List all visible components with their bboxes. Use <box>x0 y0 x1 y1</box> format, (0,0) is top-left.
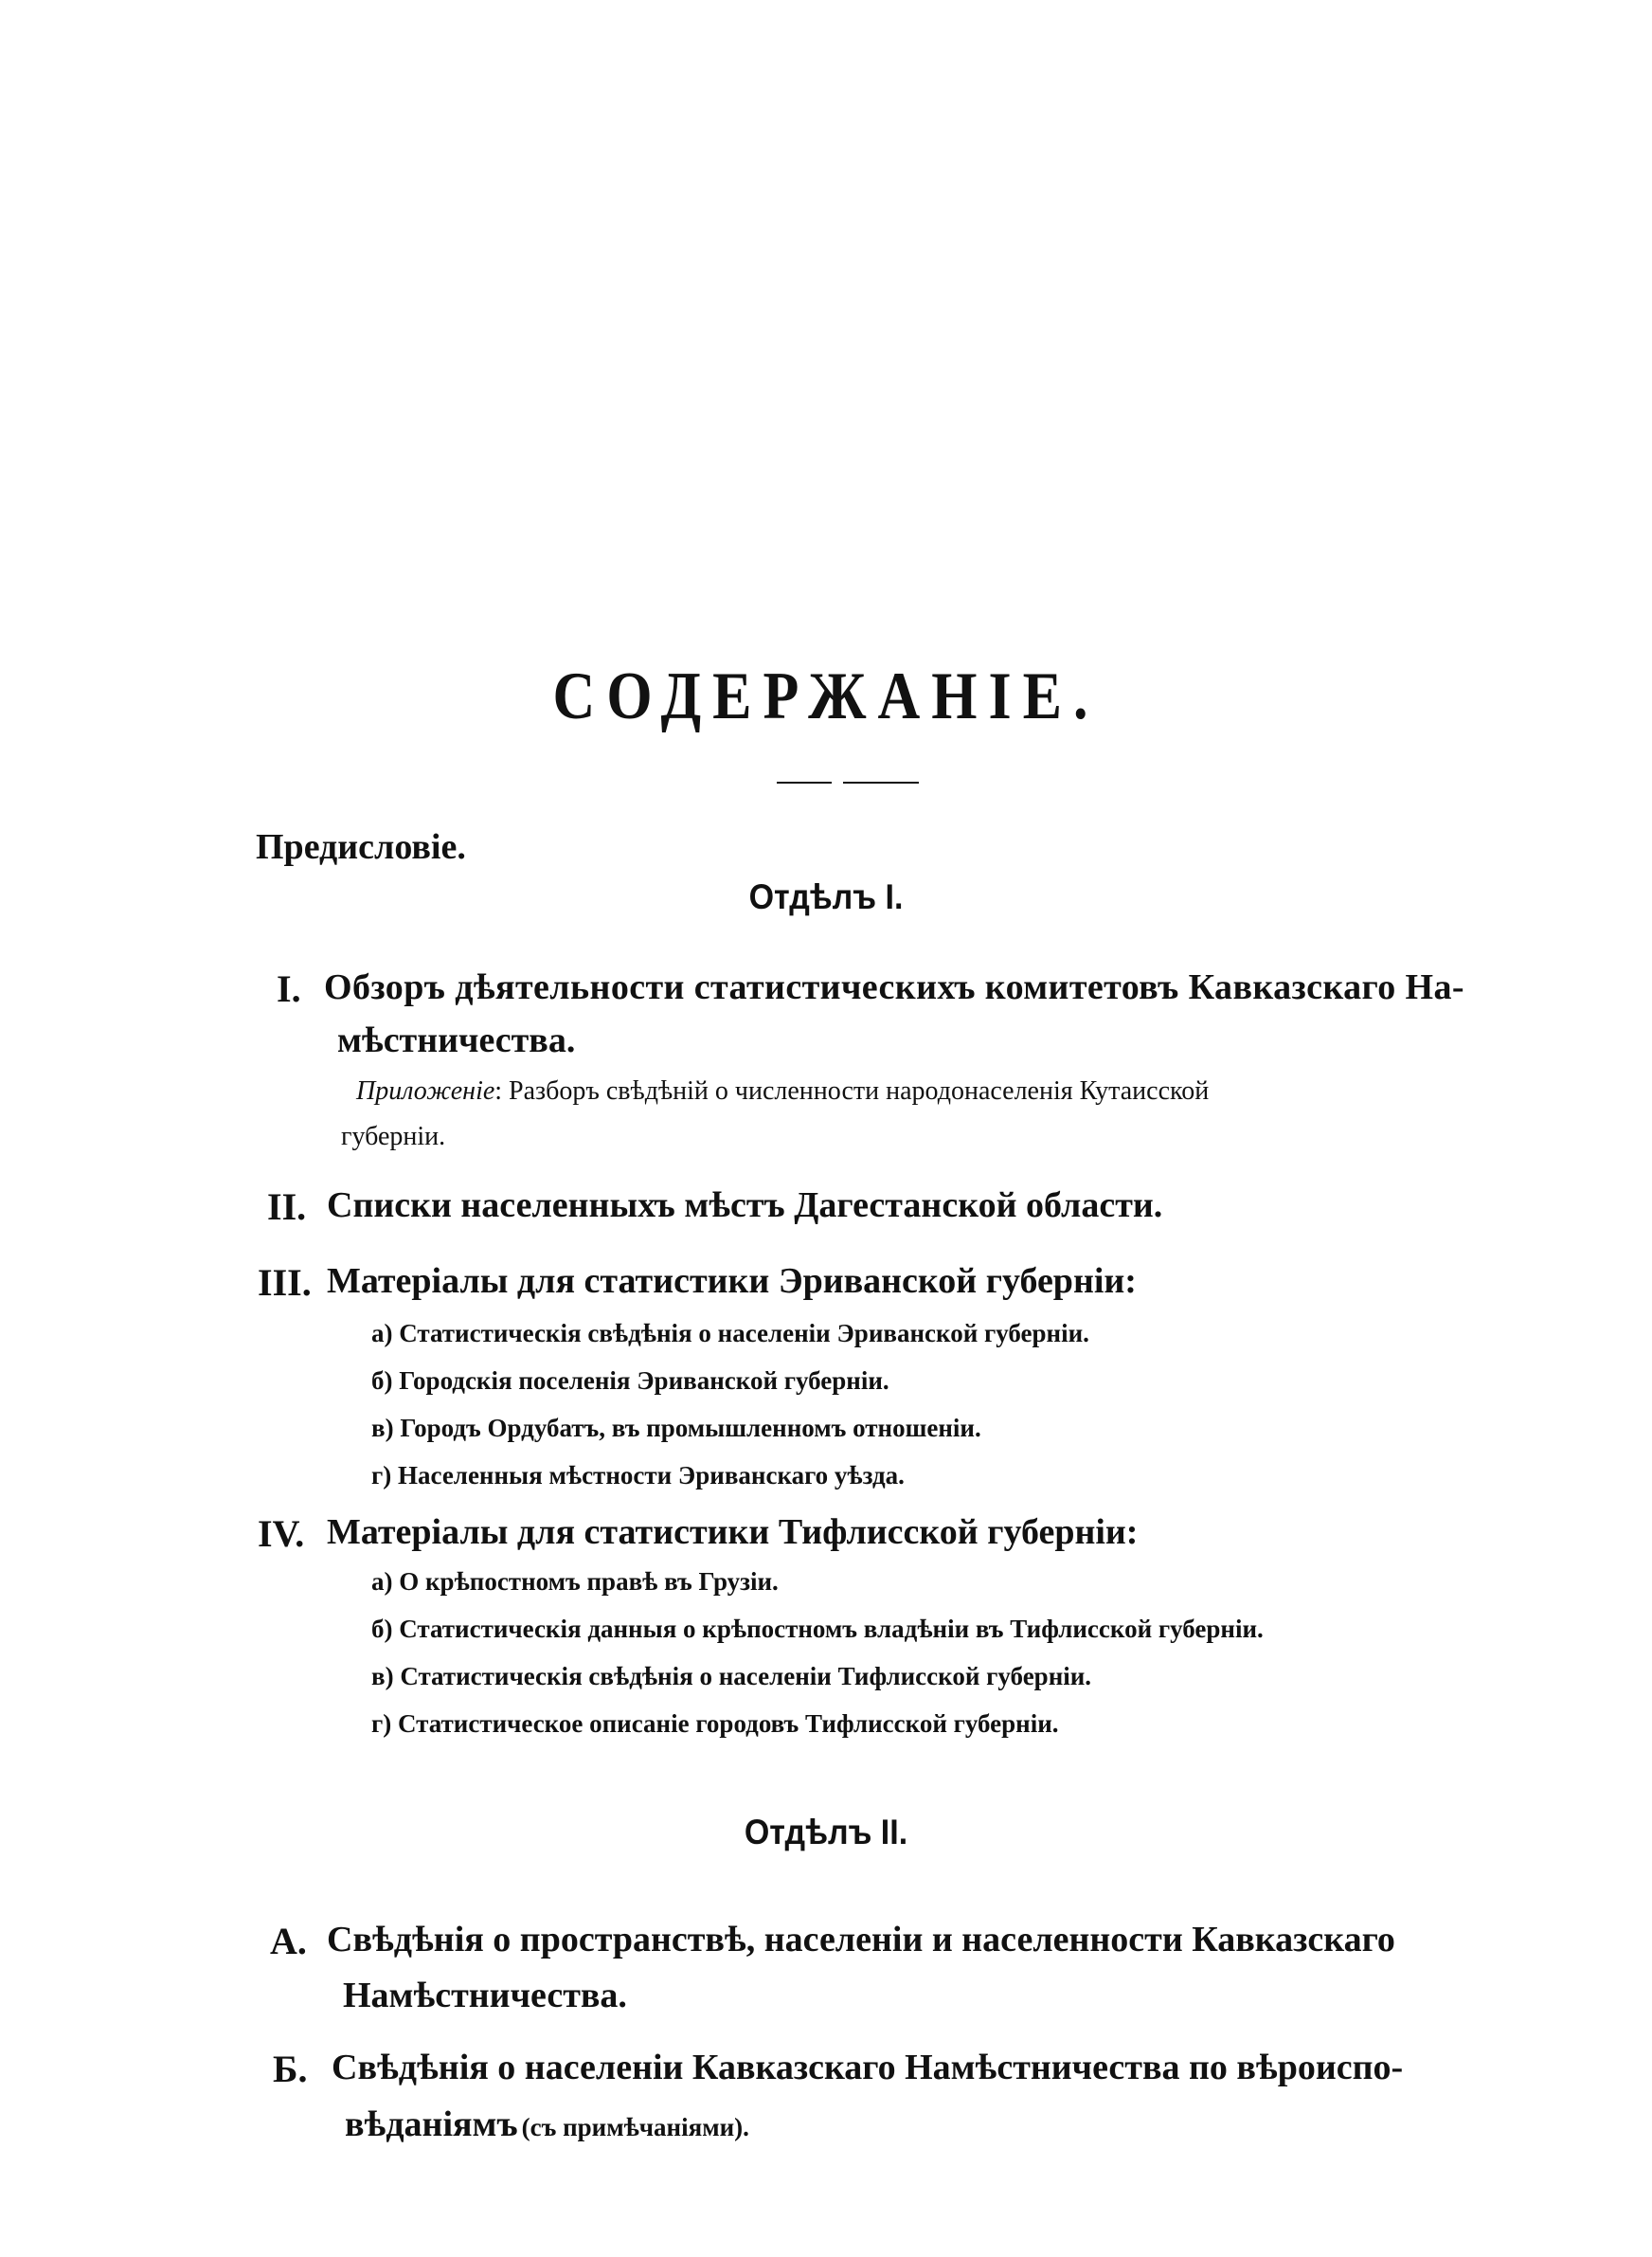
toc-item-title-cont: Намѣстничества. <box>343 1976 627 2015</box>
toc-subitem: г) Статистическое описанiе городовъ Тифлисской губернiи. <box>371 1709 1059 1738</box>
toc-item-number: I. <box>277 967 301 1010</box>
toc-subitem: в) Городъ Ордубатъ, въ промышленномъ отношенiи. <box>371 1414 981 1442</box>
toc-subitem: в) Статистическiя свѣдѣнiя о населенiи Тифлисской губернiи. <box>371 1662 1092 1690</box>
toc-item-number: III. <box>258 1261 312 1304</box>
toc-item-title-cont: мѣстничества. <box>337 1020 576 1060</box>
toc-item-number: Б. <box>273 2048 308 2090</box>
toc-appendix-cont: губернiи. <box>341 1122 446 1151</box>
toc-subitem: б) Статистическiя данныя о крѣпостномъ владѣнiи въ Тифлисской губернiи. <box>371 1615 1264 1643</box>
toc-subitem: а) Статистическiя свѣдѣнiя о населенiи Эриванской губернiи. <box>371 1319 1089 1347</box>
toc-item-title: Обзоръ дѣятельности статистическихъ комитетовъ Кавказскаго На- <box>324 967 1464 1007</box>
toc-appendix <box>356 1076 1209 1107</box>
toc-subitem: а) О крѣпостномъ правѣ въ Грузiи. <box>371 1567 779 1596</box>
toc-item-number: II. <box>267 1185 307 1228</box>
section-heading-part2: Отдѣлъ II. <box>744 1813 908 1852</box>
appendix-label: Приложенiе <box>356 1076 495 1106</box>
page-title: СОДЕРЖАНIЕ. <box>552 659 1100 734</box>
toc-preface: Предисловiе. <box>256 827 466 867</box>
toc-item-title: Свѣдѣнiя о населенiи Кавказскаго Намѣстничества по вѣроиспо- <box>332 2048 1404 2087</box>
toc-item-title: Свѣдѣнiя о пространствѣ, населенiи и населенности Кавказскаго <box>327 1920 1395 1959</box>
toc-item-number: А. <box>270 1920 307 1962</box>
title-divider <box>777 782 919 784</box>
section-heading-part1: Отдѣлъ I. <box>748 877 904 917</box>
toc-item-title-word: вѣданiямъ <box>345 2104 518 2144</box>
toc-item-title-cont <box>345 2104 749 2145</box>
toc-item-title: Списки населенныхъ мѣстъ Дагестанской области. <box>327 1185 1163 1225</box>
toc-item-title: Матерiалы для статистики Эриванской губернiи: <box>327 1261 1137 1301</box>
toc-subitem: г) Населенныя мѣстности Эриванскаго уѣзда. <box>371 1461 905 1490</box>
toc-item-number: IV. <box>258 1512 305 1555</box>
toc-item-title: Матерiалы для статистики Тифлисской губернiи: <box>327 1512 1139 1552</box>
toc-item-note: (съ примѣчанiями). <box>521 2113 749 2141</box>
appendix-text: : Разборъ свѣдѣнiй о численности народонаселенiя Кутаисской <box>494 1076 1210 1106</box>
toc-subitem: б) Городскiя поселенiя Эриванской губернiи. <box>371 1366 889 1395</box>
